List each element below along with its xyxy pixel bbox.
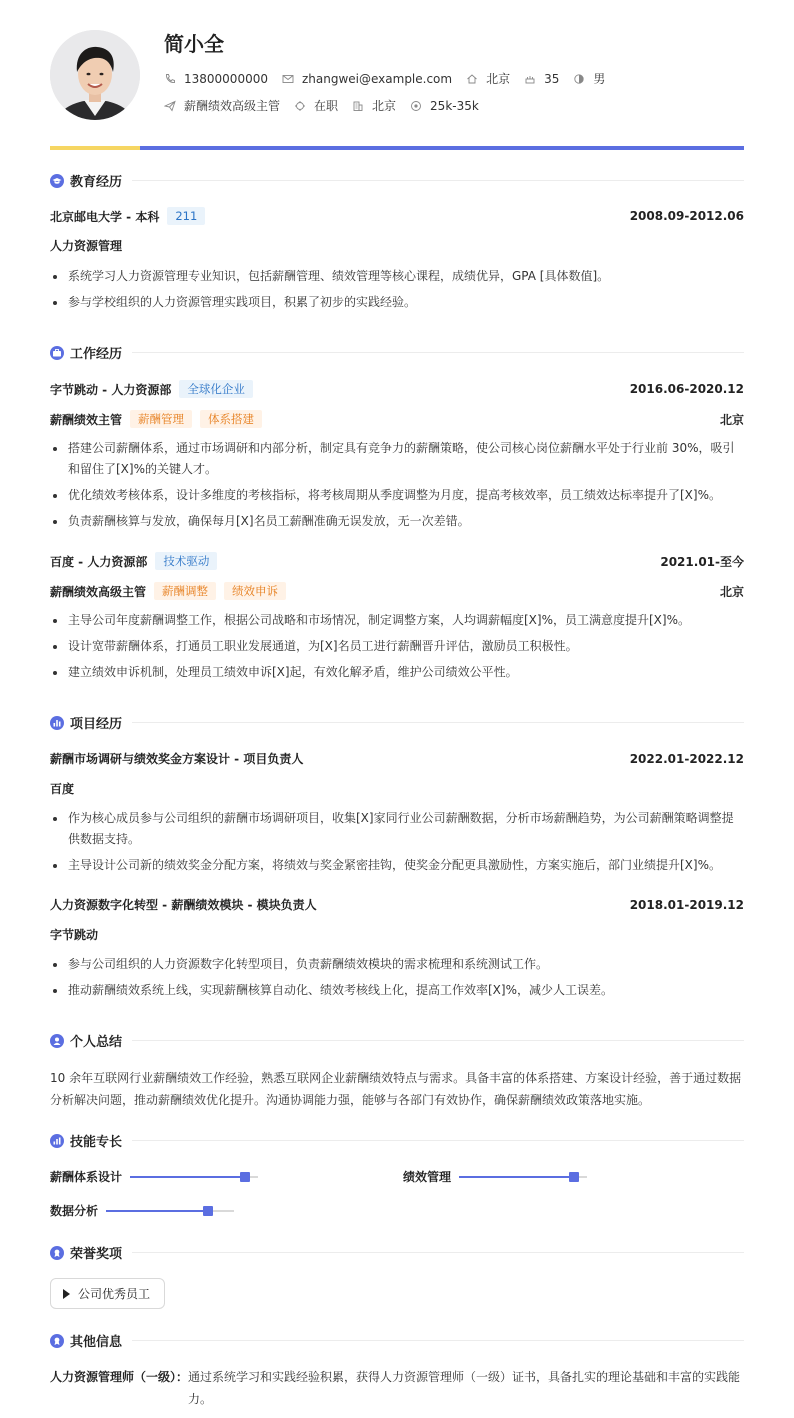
honor-item [50,1278,165,1309]
honor-label: 公司优秀员工 [78,1287,151,1301]
job-intent-row [164,97,493,114]
job-1-role-tag: 薪酬管理 [130,410,192,428]
avatar-portrait-icon [50,30,140,120]
bar-chart-icon [50,716,64,730]
job-1-location: 北京 [719,412,744,427]
job-2-location: 北京 [719,584,744,599]
list-item: 推动薪酬绩效系统上线，实现薪酬核算自动化、绩效考核线上化，提高工作效率[X]%，减少人工误差。 [50,980,744,1001]
status-info [294,97,338,114]
city-info [352,97,396,114]
header-divider-accent [50,146,140,150]
list-item: 设计宽带薪酬体系，打通员工职业发展通道，为[X]名员工进行薪酬晋升评估，激励员工积极性。 [50,636,744,657]
project-2-header [50,896,744,913]
list-item: 建立绩效申诉机制，处理员工绩效申诉[X]起，有效化解矛盾，维护公司绩效公平性。 [50,662,744,683]
age-info [524,72,559,86]
education-bullets [50,266,744,318]
work-section-title [50,343,744,362]
summary-title: 个人总结 [70,1035,123,1050]
status-text: 在职 [314,99,339,113]
job-1-role: 薪酬绩效主管 [50,412,123,427]
phone-text: 13800000000 [184,71,268,86]
skill-name: 数据分析 [50,1204,99,1218]
project-1-name: 薪酬市场调研与绩效奖金方案设计 - 项目负责人 [50,752,304,766]
certificate-text: 通过系统学习和实践经验积累，获得人力资源管理师（一级）证书，具备扎实的理论基础和丰富的实践能力。 [188,1370,741,1406]
position-text: 薪酬绩效高级主管 [184,99,281,113]
header-divider-main [140,146,744,150]
user-icon [50,1034,64,1048]
job-1-role-tag: 体系搭建 [200,410,262,428]
projects-section-title [50,713,744,732]
job-2-role-tag: 薪酬调整 [154,582,216,600]
status-icon [294,100,306,112]
honors-title: 荣誉奖项 [70,1247,123,1262]
skill-level-fill [130,1176,245,1178]
education-title: 教育经历 [70,175,123,190]
play-icon [63,1289,70,1299]
home-icon [466,73,478,85]
section-divider [132,1252,744,1253]
list-item: 负责薪酬核算与发放，确保每月[X]名员工薪酬准确无误发放，无一次差错。 [50,511,744,532]
section-divider [132,1340,744,1341]
project-1-header [50,750,744,767]
skill-level-bar [106,1210,234,1212]
contact-row [164,70,619,87]
phone-icon [164,73,176,85]
job-2-company: 百度 - 人力资源部 [50,554,148,569]
job-2-header [50,552,744,570]
gender-text: 男 [593,72,606,86]
certificate-label: 人力资源管理师（一级）： [50,1370,189,1384]
list-item: 参与公司组织的人力资源数字化转型项目，负责薪酬绩效模块的需求梳理和系统测试工作。 [50,954,744,975]
project-2-org: 字节跳动 [50,928,99,942]
skill-item [50,1168,258,1185]
section-divider [132,722,744,723]
position-info [164,97,280,114]
skills-section-title [50,1131,744,1150]
medal-icon [50,1246,64,1260]
skill-level-bar [130,1176,258,1178]
city-text: 北京 [372,99,397,113]
skill-level-knob [569,1172,579,1182]
cake-icon [524,73,536,85]
skill-level-knob [203,1206,213,1216]
project-2-bullets [50,954,744,1006]
project-2-name: 人力资源数字化转型 - 薪酬绩效模块 - 模块负责人 [50,898,317,912]
skill-level-knob [240,1172,250,1182]
projects-title: 项目经历 [70,717,123,732]
skill-level-bar [459,1176,587,1178]
job-1-header [50,380,744,398]
list-item: 参与学校组织的人力资源管理实践项目，积累了初步的实践经验。 [50,292,744,313]
project-1-org-row [50,780,744,797]
job-1-company-tag: 全球化企业 [179,380,253,398]
education-major-row [50,237,744,254]
skill-level-fill [459,1176,574,1178]
summary-text: 10 余年互联网行业薪酬绩效工作经验，熟悉互联网企业薪酬绩效特点与需求。具备丰富的体系搭建、方案设计经验，善于通过数据分析解决问题，推动薪酬绩效优化提升。沟通协调能力强，能够与各部门有效协作，确保薪酬绩效政策落地实施。 [50,1071,742,1107]
job-2-role: 薪酬绩效高级主管 [50,584,147,599]
info-medal-icon [50,1334,64,1348]
email-info [282,72,452,86]
list-item: 优化绩效考核体系，设计多维度的考核指标，将考核周期从季度调整为月度，提高考核效率，员工绩效达标率提升了[X]%。 [50,485,744,506]
list-item: 搭建公司薪酬体系，通过市场调研和内部分析，制定具有竞争力的薪酬策略，使公司核心岗位薪酬水平处于行业前 30%，吸引和留住了[X]%的关键人才。 [50,438,744,480]
summary-section-title [50,1031,744,1050]
skills-chart-icon [50,1134,64,1148]
job-2-bullets [50,610,744,688]
location-text: 北京 [486,72,511,86]
honors-section-title [50,1243,744,1262]
school-name: 北京邮电大学 - 本科 [50,209,160,224]
project-2-org-row [50,926,744,943]
job-1-date: 2016.06-2020.12 [629,382,744,396]
gender-info [573,70,605,87]
education-date: 2008.09-2012.06 [629,209,744,223]
education-section-title [50,171,744,190]
avatar [50,30,140,120]
job-1-role-row [50,410,744,428]
job-2-role-tag: 绩效申诉 [224,582,286,600]
other-info-item [50,1366,744,1410]
section-divider [132,352,744,353]
job-1-bullets [50,438,744,537]
skill-level-fill [106,1210,208,1212]
candidate-name: 简小全 [164,32,224,56]
list-item: 主导公司年度薪酬调整工作，根据公司战略和市场情况，制定调整方案，人均调薪幅度[X]%，员工满意度提升[X]%。 [50,610,744,631]
school-tag: 211 [167,207,205,225]
list-item: 主导设计公司新的绩效奖金分配方案，将绩效与奖金紧密挂钩，使奖金分配更具激励性，方案实施后，部门业绩提升[X]%。 [50,855,744,876]
project-1-bullets [50,808,744,881]
graduation-cap-icon [50,174,64,188]
section-divider [132,180,744,181]
job-2-date: 2021.01-至今 [660,554,744,569]
building-icon [352,100,364,112]
phone-info [164,72,268,86]
list-item: 系统学习人力资源管理专业知识，包括薪酬管理、绩效管理等核心课程，成绩优异，GPA [具体数值]。 [50,266,744,287]
skill-name: 绩效管理 [403,1170,452,1184]
other-section-title [50,1331,744,1350]
education-header [50,207,744,225]
project-1-date: 2022.01-2022.12 [629,751,744,766]
gender-icon [573,73,585,85]
send-icon [164,100,176,112]
briefcase-icon [50,346,64,360]
salary-text: 25k-35k [430,98,479,113]
other-title: 其他信息 [70,1335,123,1350]
age-text: 35 [544,71,560,86]
header-divider [50,146,744,150]
job-1-company: 字节跳动 - 人力资源部 [50,382,172,397]
list-item: 作为核心成员参与公司组织的薪酬市场调研项目，收集[X]家同行业公司薪酬数据，分析市场薪酬趋势，为公司薪酬策略调整提供数据支持。 [50,808,744,850]
job-2-company-tag: 技术驱动 [155,552,217,570]
mail-icon [282,73,294,85]
project-2-date: 2018.01-2019.12 [629,897,744,912]
skill-item [50,1202,234,1219]
section-divider [132,1040,744,1041]
major-name: 人力资源管理 [50,239,123,253]
skill-name: 薪酬体系设计 [50,1170,123,1184]
section-divider [132,1140,744,1141]
location-info [466,70,510,87]
work-title: 工作经历 [70,347,123,362]
skills-title: 技能专长 [70,1135,123,1150]
project-1-org: 百度 [50,782,75,796]
salary-icon [410,100,422,112]
job-2-role-row [50,582,744,600]
skill-item [403,1168,587,1185]
salary-info [410,99,479,113]
email-text: zhangwei@example.com [301,71,453,86]
